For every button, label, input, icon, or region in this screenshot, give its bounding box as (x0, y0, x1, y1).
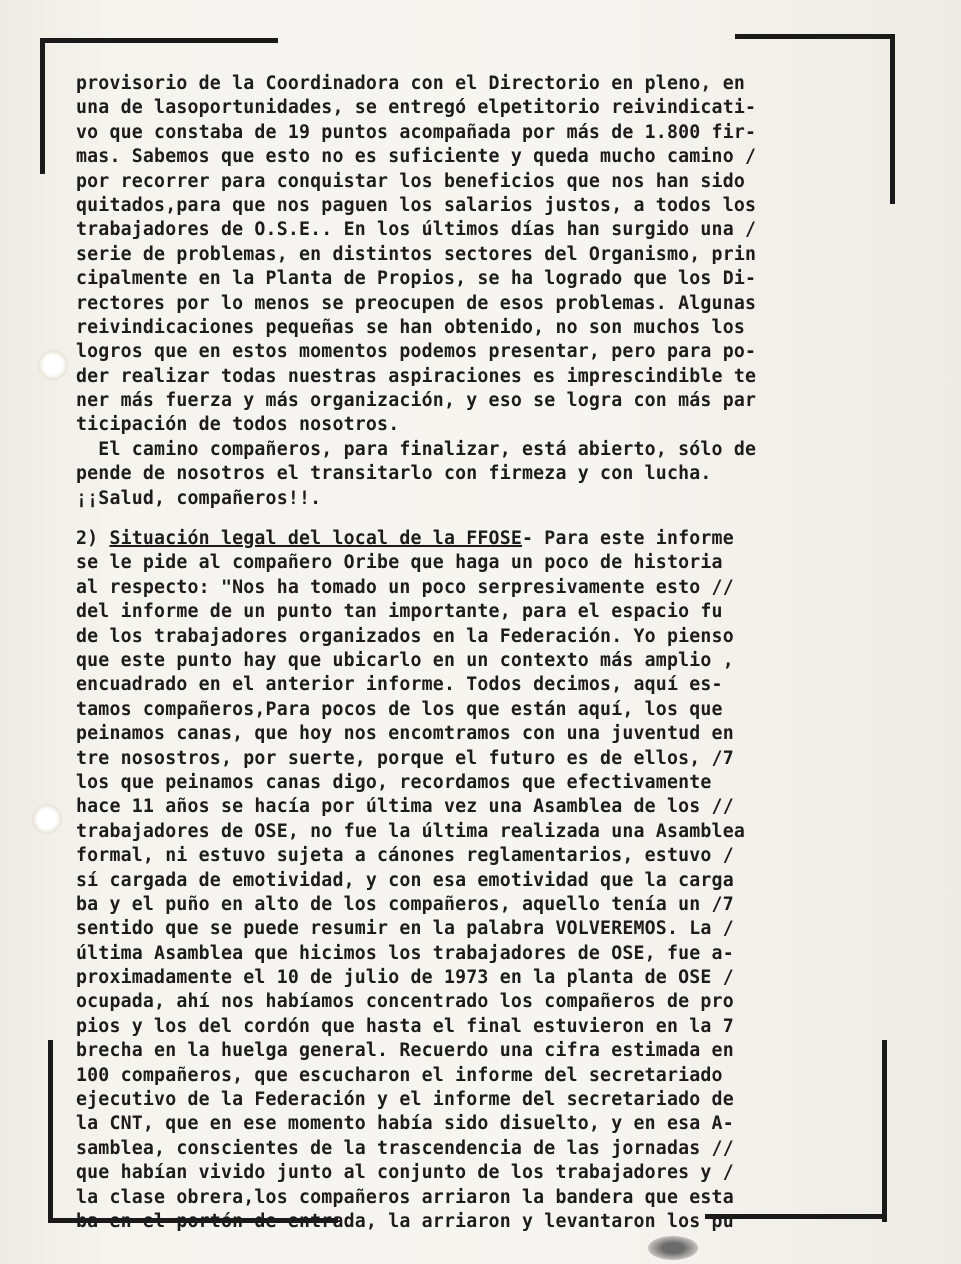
text-line: ocupada, ahí nos habíamos concentrado los compañeros de pro (76, 991, 734, 1013)
text-line: logros que en estos momentos podemos presentar, pero para po- (76, 341, 757, 363)
bracket-top-left-horizontal (40, 38, 278, 43)
text-line: que habían vivido junto al conjunto de los trabajadores y / (76, 1162, 734, 1184)
section-2 (76, 527, 876, 1234)
text-line: brecha en la huelga general. Recuerdo una cifra estimada en (76, 1040, 734, 1062)
text-line: se le pide al compañero Oribe que haga un poco de historia (76, 552, 723, 574)
text-line: quitados,para que nos paguen los salarios justos, a todos los (76, 194, 757, 216)
bracket-top-left-vertical (40, 38, 45, 174)
punch-hole (38, 350, 68, 380)
text-line: ba en el portón de entrada, la arriaron y levantaron los pu (76, 1210, 734, 1232)
paragraph-coordinadora (76, 72, 876, 511)
text-line: proximadamente el 10 de julio de 1973 en la planta de OSE / (76, 967, 734, 989)
text-line: ner más fuerza y más organización, y eso se logra con más par (76, 390, 757, 412)
text-line: de los trabajadores organizados en la Federación. Yo pienso (76, 625, 734, 647)
ink-stain (648, 1236, 698, 1260)
bracket-top-right-vertical (890, 34, 895, 204)
bracket-bottom-left-vertical (48, 1040, 53, 1222)
typewritten-text (76, 72, 876, 1234)
text-line: por recorrer para conquistar los beneficios que nos han sido (76, 170, 745, 192)
bracket-bottom-right-vertical (882, 1040, 887, 1222)
text-line: samblea, conscientes de la trascendencia de las jornadas // (76, 1137, 734, 1159)
text-line: El camino compañeros, para finalizar, está abierto, sólo de (76, 438, 757, 460)
text-line: del informe de un punto tan importante, para el espacio fu (76, 601, 723, 623)
text-line: vo que constaba de 19 puntos acompañada por más de 1.800 fir- (76, 121, 757, 143)
text-line: ticipación de todos nosotros. (76, 414, 400, 436)
text-line: los que peinamos canas digo, recordamos que efectivamente (76, 771, 712, 793)
text-line: tamos compañeros,Para pocos de los que están aquí, los que (76, 698, 723, 720)
text-line: ejecutivo de la Federación y el informe del secretariado de (76, 1089, 734, 1111)
text-fragment: - Para este informe (522, 528, 734, 550)
text-line: pende de nosotros el transitarlo con firmeza y con lucha. (76, 463, 712, 485)
text-line: cipalmente en la Planta de Propios, se ha logrado que los Di- (76, 268, 757, 290)
section-heading: Situación legal del local de la FFOSE (109, 528, 522, 550)
text-line: tre nosostros, por suerte, porque el futuro es de ellos, /7 (76, 747, 734, 769)
text-line: reivindicaciones pequeñas se han obtenido, no son muchos los (76, 316, 745, 338)
text-line: provisorio de la Coordinadora con el Directorio en pleno, en (76, 73, 745, 94)
paragraph-gap (76, 511, 876, 527)
section-heading-line (76, 527, 876, 551)
text-line: formal, ni estuvo sujeta a cánones reglamentarios, estuvo / (76, 845, 734, 867)
text-line: hace 11 años se hacía por última vez una Asamblea de los // (76, 796, 734, 818)
text-line: rectores por lo menos se preocupen de esos problemas. Algunas (76, 292, 757, 314)
text-line: la clase obrera,los compañeros arriaron la bandera que esta (76, 1186, 734, 1208)
text-line: última Asamblea que hicimos los trabajadores de OSE, fue a- (76, 942, 734, 964)
text-line: la CNT, que en ese momento había sido disuelto, y en esa A- (76, 1113, 734, 1135)
text-line: que este punto hay que ubicarlo en un contexto más amplio , (76, 649, 734, 671)
text-line: encuadrado en el anterior informe. Todos decimos, aquí es- (76, 674, 723, 696)
bracket-top-right-horizontal (735, 34, 895, 39)
section-number: 2) (76, 528, 110, 550)
text-line: pios y los del cordón que hasta el final estuvieron en la 7 (76, 1015, 734, 1037)
text-line: una de lasoportunidades, se entregó elpetitorio reivindicati- (76, 97, 757, 119)
text-line: al respecto: "Nos ha tomado un poco serpresivamente esto // (76, 576, 734, 598)
text-line: trabajadores de O.S.E.. En los últimos días han surgido una / (76, 219, 757, 241)
text-line: trabajadores de OSE, no fue la última realizada una Asamblea (76, 820, 745, 842)
text-line: peinamos canas, que hoy nos encomtramos con una juventud en (76, 723, 734, 745)
text-line: der realizar todas nuestras aspiraciones es imprescindible te (76, 365, 757, 387)
punch-hole (32, 804, 62, 834)
text-line: ba y el puño en alto de los compañeros, aquello tenía un /7 (76, 893, 734, 915)
text-line: serie de problemas, en distintos sectores del Organismo, prin (76, 243, 757, 265)
text-line: sí cargada de emotividad, y con esa emotividad que la carga (76, 869, 734, 891)
text-line: mas. Sabemos que esto no es suficiente y queda mucho camino / (76, 146, 757, 168)
text-line: 100 compañeros, que escucharon el informe del secretariado (76, 1064, 723, 1086)
text-line: sentido que se puede resumir en la palabra VOLVEREMOS. La / (76, 918, 734, 940)
text-line: ¡¡Salud, compañeros!!. (76, 487, 322, 509)
